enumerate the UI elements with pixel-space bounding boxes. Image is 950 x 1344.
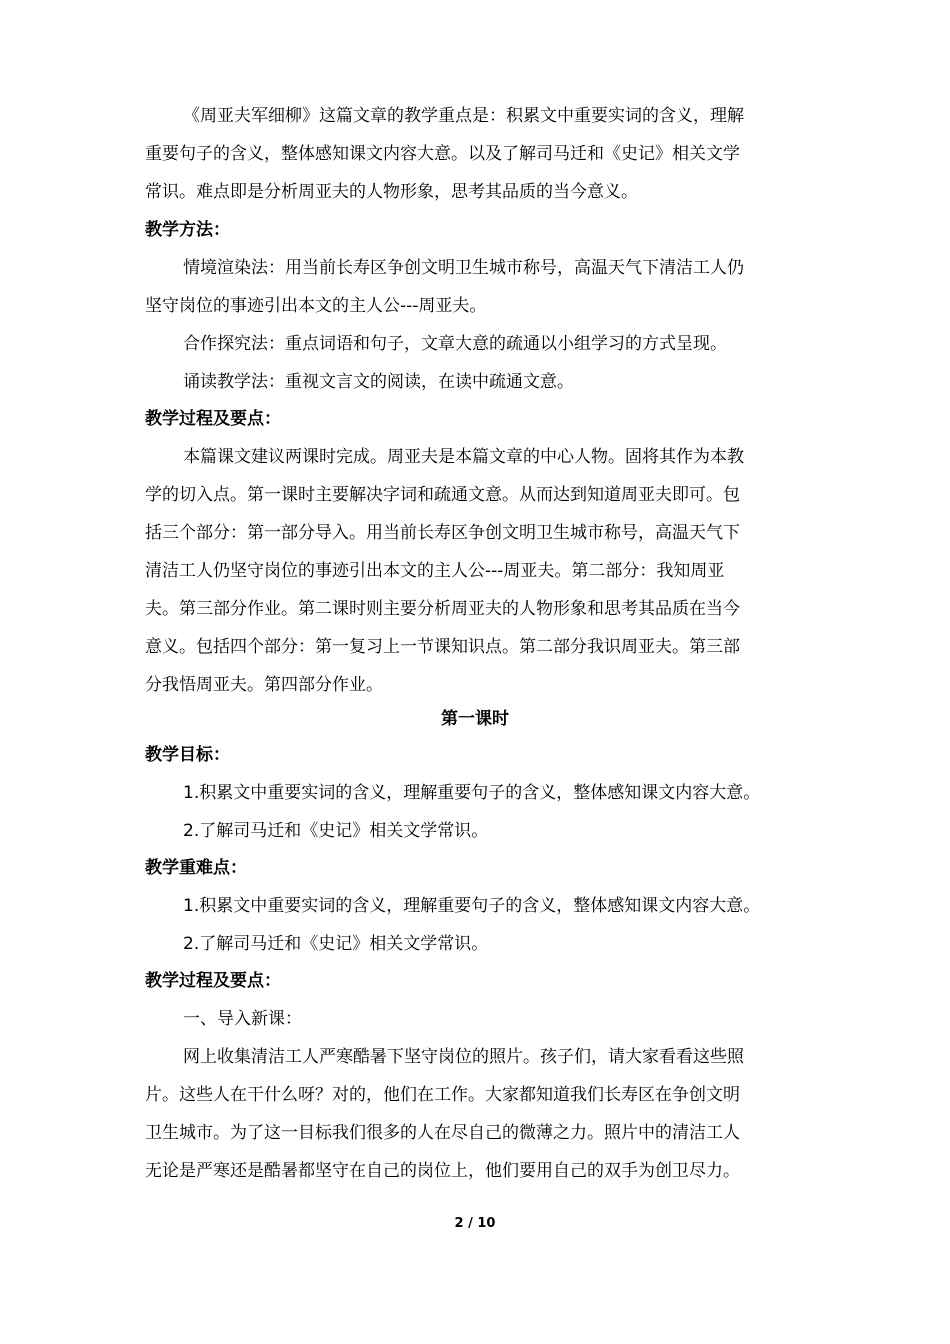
method-1-line-1: 情境渲染法：用当前长寿区争创文明卫生城市称号，高温天气下清洁工人仍 [183,258,744,278]
keypoint-1: 1.积累文中重要实词的含义，理解重要句子的含义，整体感知课文内容大意。 [183,896,761,916]
goal-1: 1.积累文中重要实词的含义，理解重要句子的含义，整体感知课文内容大意。 [183,783,761,803]
process-line-2: 学的切入点。第一课时主要解决字词和疏通文意。从而达到知道周亚夫即可。包 [145,485,740,505]
process-line-6: 意义。包括四个部分：第一复习上一节课知识点。第二部分我识周亚夫。第三部 [145,637,740,657]
process-line-7: 分我悟周亚夫。第四部分作业。 [145,675,383,695]
intro-step: 一、导入新课： [183,1009,302,1029]
process-heading: 教学过程及要点： [145,409,281,429]
intro-line-2: 重要句子的含义，整体感知课文内容大意。以及了解司马迁和《史记》相关文学 [145,144,740,164]
process-line-1: 本篇课文建议两课时完成。周亚夫是本篇文章的中心人物。固将其作为本教 [183,447,744,467]
lead-in-line-1: 网上收集清洁工人严寒酷暑下坚守岗位的照片。孩子们，请大家看看这些照 [183,1047,744,1067]
intro-line-1: 《周亚夫军细柳》这篇文章的教学重点是：积累文中重要实词的含义，理解 [183,106,744,126]
process-line-3: 括三个部分：第一部分导入。用当前长寿区争创文明卫生城市称号，高温天气下 [145,523,740,543]
lead-in-line-3: 卫生城市。为了这一目标我们很多的人在尽自己的微薄之力。照片中的清洁工人 [145,1123,740,1143]
methods-heading: 教学方法： [145,220,230,240]
keypoints-heading: 教学重难点： [145,858,247,878]
method-1-line-2: 坚守岗位的事迹引出本文的主人公---周亚夫。 [145,296,487,316]
lead-in-line-2: 片。这些人在干什么呀？对的，他们在工作。大家都知道我们长寿区在争创文明 [145,1085,740,1105]
method-2: 合作探究法：重点词语和句子，文章大意的疏通以小组学习的方式呈现。 [183,334,727,354]
goal-2: 2.了解司马迁和《史记》相关文学常识。 [183,821,489,841]
lesson-1-title: 第一课时 [441,709,509,729]
method-3: 诵读教学法：重视文言文的阅读，在读中疏通文意。 [183,372,574,392]
keypoint-2: 2.了解司马迁和《史记》相关文学常识。 [183,934,489,954]
intro-line-3: 常识。难点即是分析周亚夫的人物形象，思考其品质的当今意义。 [145,182,638,202]
process-line-4: 清洁工人仍坚守岗位的事迹引出本文的主人公---周亚夫。第二部分：我知周亚 [145,561,725,581]
goals-heading: 教学目标： [145,745,230,765]
process2-heading: 教学过程及要点： [145,971,281,991]
process-line-5: 夫。第三部分作业。第二课时则主要分析周亚夫的人物形象和思考其品质在当今 [145,599,740,619]
lead-in-line-4: 无论是严寒还是酷暑都坚守在自己的岗位上，他们要用自己的双手为创卫尽力。 [145,1161,740,1181]
page-number: 2 / 10 [454,1216,496,1231]
